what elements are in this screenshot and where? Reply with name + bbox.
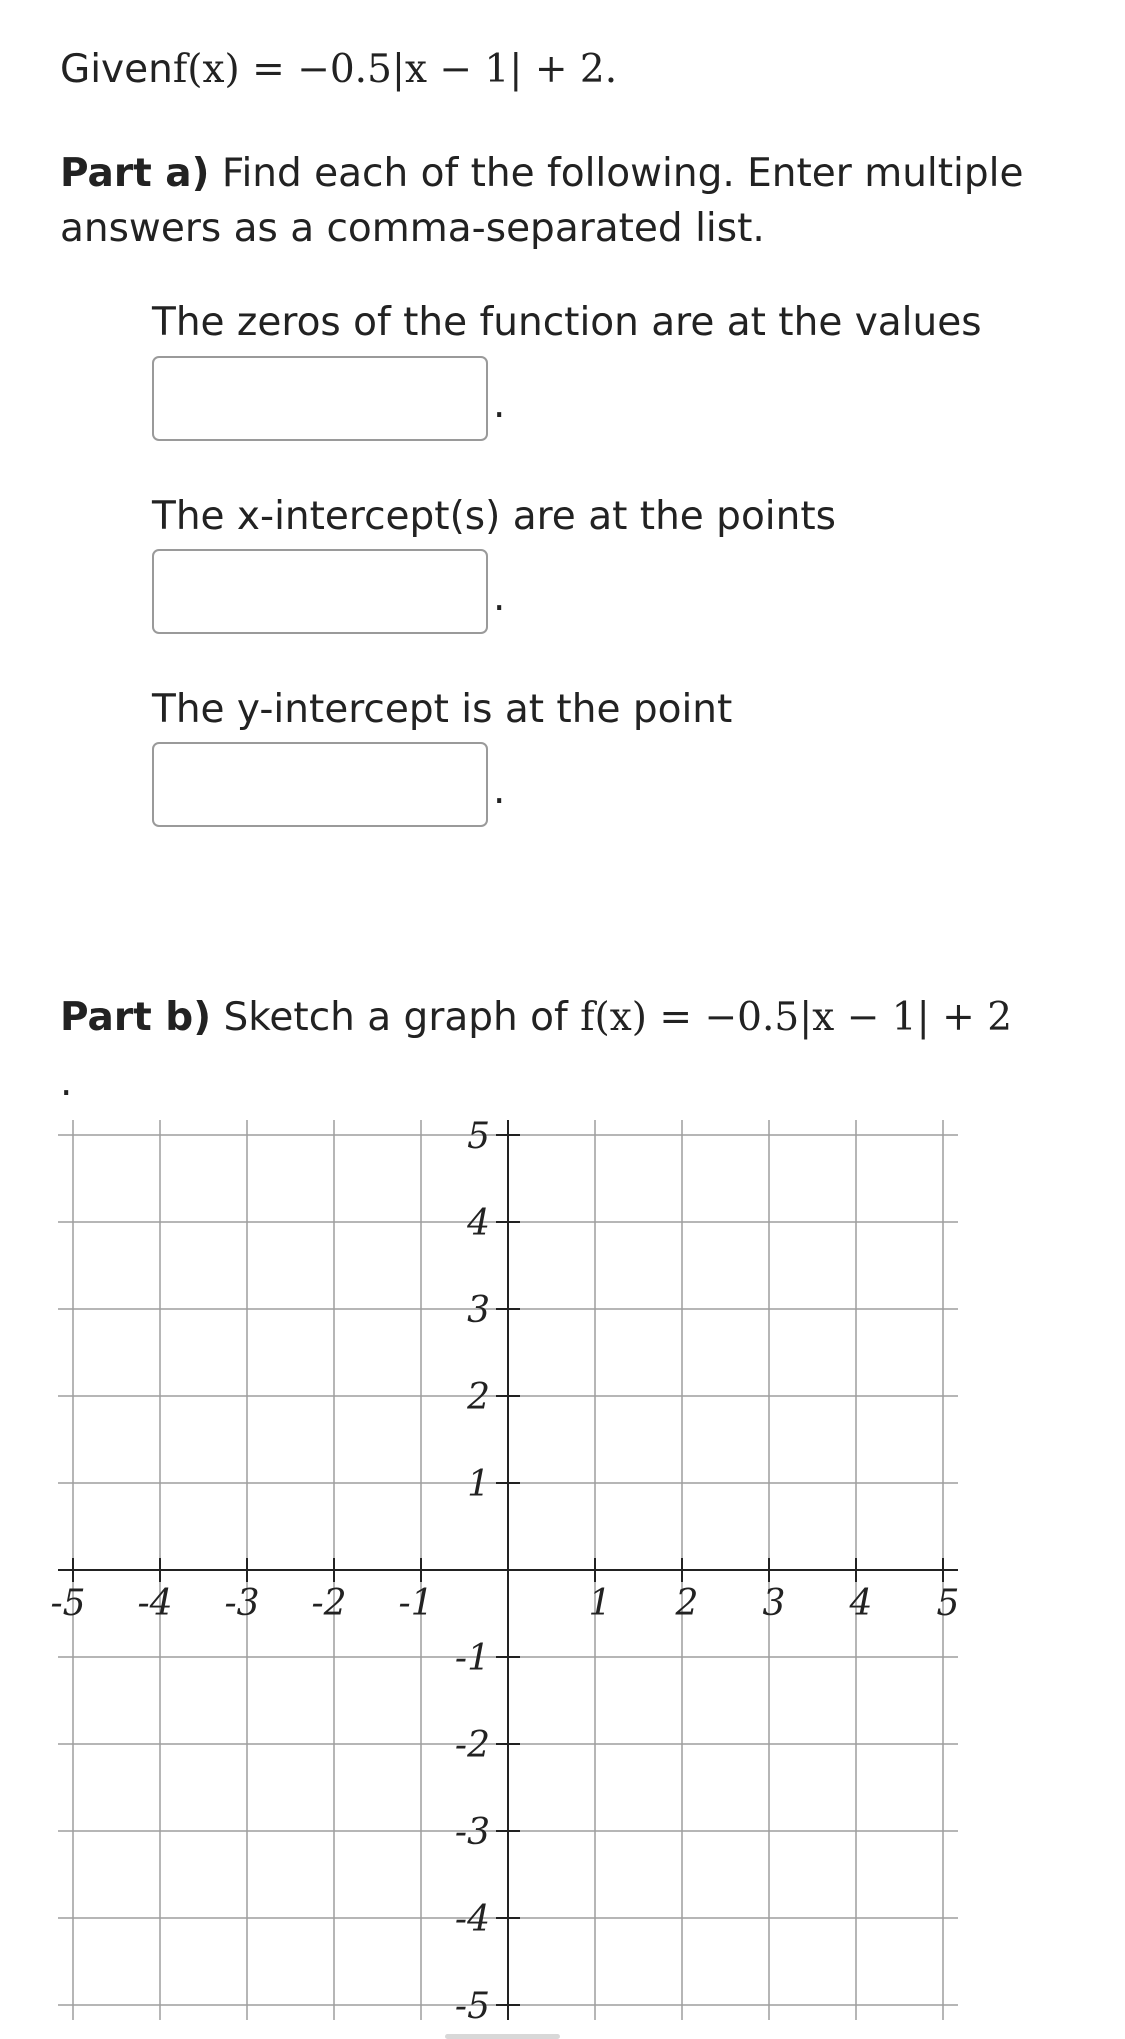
y-intercept-answer-input[interactable] — [152, 742, 488, 827]
y-tick-label: -5 — [454, 1986, 490, 2027]
x-tick-label: -1 — [398, 1583, 434, 1624]
x-tick-label: -4 — [137, 1583, 173, 1624]
problem-statement — [60, 40, 617, 100]
y-intercept-period: . — [493, 768, 506, 813]
y-tick-label: 3 — [467, 1290, 490, 1331]
given-prefix: Given — [60, 47, 173, 92]
tick-labels — [50, 1116, 959, 2027]
part-b-instructions — [60, 988, 1012, 1048]
part-b-period: . — [60, 1060, 73, 1105]
given-function: f(x) = −0.5|x − 1| + 2. — [172, 47, 618, 92]
x-tick-label: -2 — [311, 1583, 347, 1624]
y-tick-label: -4 — [454, 1899, 490, 1940]
part-b-function: f(x) = −0.5|x − 1| + 2 — [580, 995, 1013, 1040]
y-tick-label: 5 — [467, 1116, 490, 1157]
axes — [58, 1120, 958, 2020]
y-tick-label: 1 — [467, 1464, 490, 1505]
x-tick-label: 4 — [849, 1583, 873, 1624]
scroll-handle[interactable] — [445, 2034, 560, 2039]
y-tick-label: -2 — [454, 1725, 490, 1766]
y-tick-label: -1 — [454, 1638, 490, 1679]
x-intercepts-period: . — [493, 575, 506, 620]
x-tick-label: -3 — [224, 1583, 260, 1624]
x-tick-label: 5 — [936, 1583, 960, 1624]
x-tick-label: -5 — [50, 1583, 86, 1624]
y-tick-label: 4 — [467, 1203, 490, 1244]
y-tick-label: -3 — [454, 1812, 490, 1853]
x-tick-label: 3 — [762, 1583, 786, 1624]
x-intercepts-prompt: The x-intercept(s) are at the points — [152, 494, 836, 539]
zeros-answer-input[interactable] — [152, 356, 488, 441]
part-a-text: Find each of the following. Enter multiple answers as a comma-separated list. — [60, 151, 1024, 251]
zeros-prompt: The zeros of the function are at the values — [152, 300, 982, 345]
part-b-label: Part b) — [60, 995, 212, 1040]
zeros-period: . — [493, 382, 506, 427]
x-intercepts-answer-input[interactable] — [152, 549, 488, 634]
part-b-text: Sketch a graph of — [223, 995, 568, 1040]
y-intercept-prompt: The y-intercept is at the point — [152, 687, 733, 732]
x-tick-label: 1 — [588, 1583, 612, 1624]
graph-canvas[interactable] — [0, 1110, 1125, 2039]
part-a-instructions — [60, 146, 1060, 256]
x-tick-label: 2 — [675, 1583, 699, 1624]
y-tick-label: 2 — [467, 1377, 490, 1418]
part-a-label: Part a) — [60, 151, 210, 196]
